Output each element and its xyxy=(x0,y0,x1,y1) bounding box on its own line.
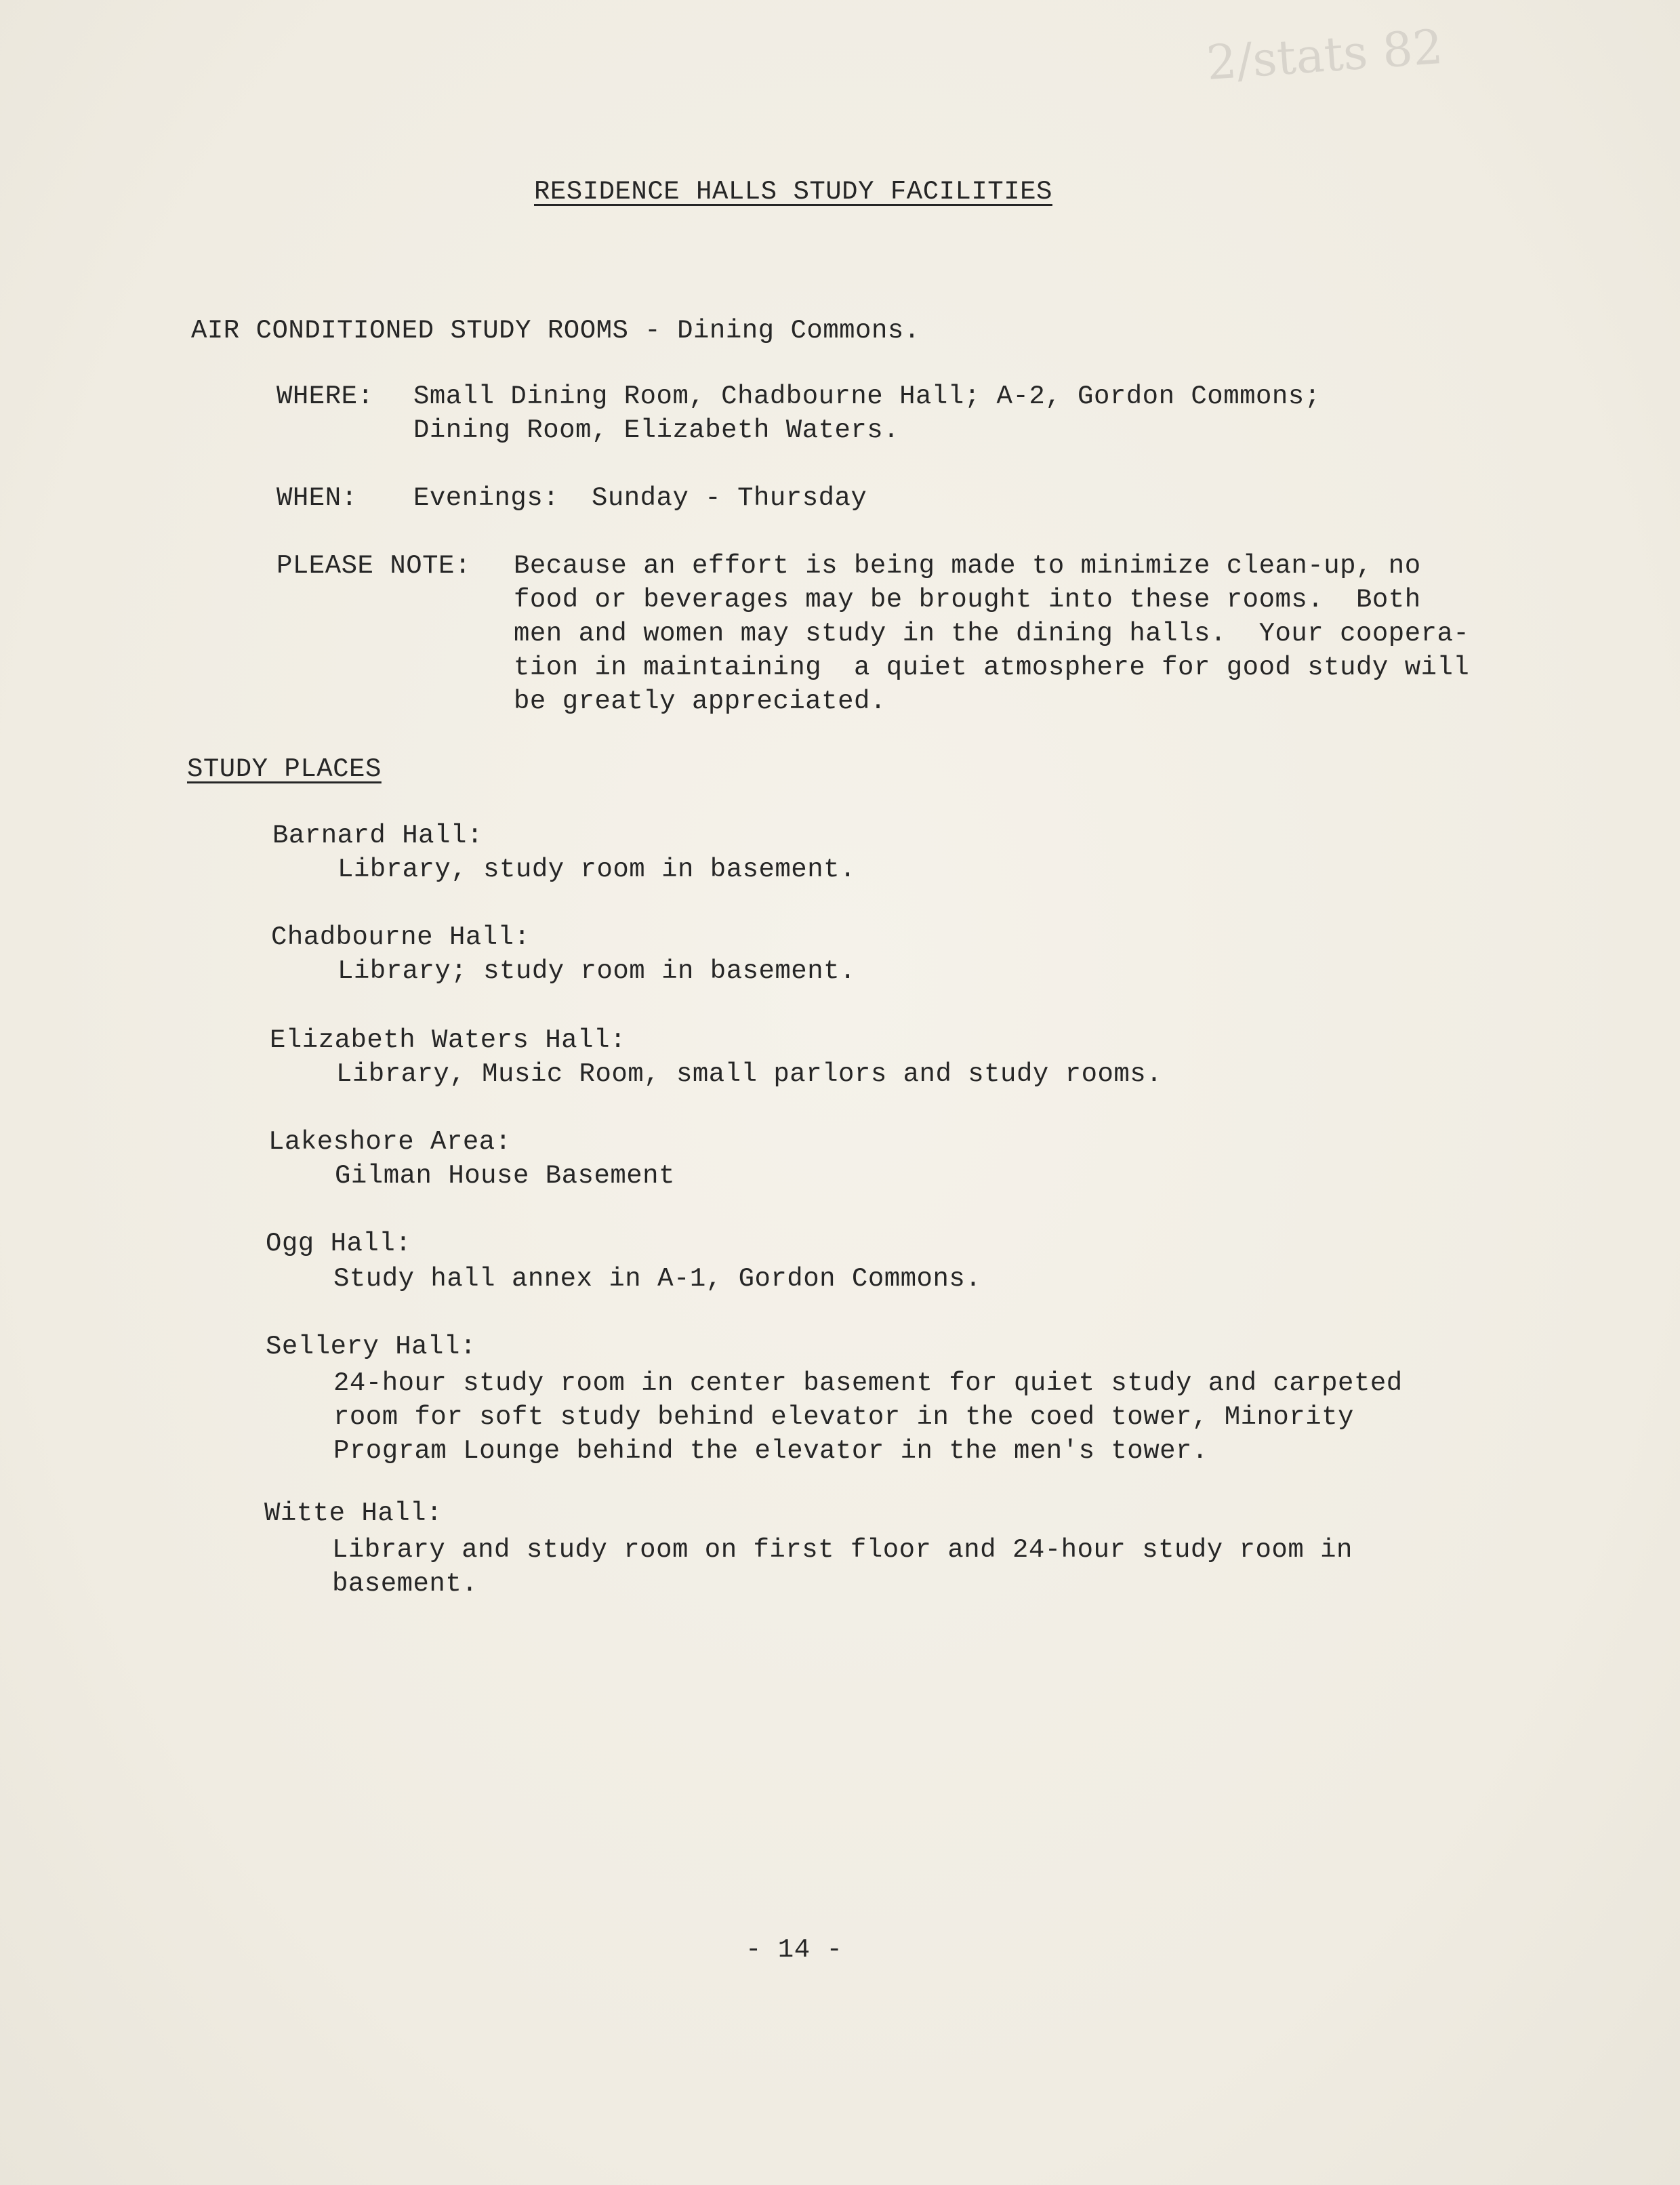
place-name: Ogg Hall: xyxy=(266,1229,412,1259)
study-places-heading: STUDY PLACES xyxy=(187,754,382,784)
place-description: Study hall annex in A-1, Gordon Commons. xyxy=(333,1264,982,1294)
place-name: Sellery Hall: xyxy=(266,1332,476,1362)
place-description-line: Program Lounge behind the elevator in the men's tower. xyxy=(333,1436,1208,1466)
note-line: be greatly appreciated. xyxy=(514,687,886,716)
place-description-line: Library and study room on first floor and 24-hour study room in xyxy=(332,1535,1353,1565)
place-name: Elizabeth Waters Hall: xyxy=(270,1025,626,1055)
place-name: Witte Hall: xyxy=(264,1498,443,1528)
note-line: tion in maintaining a quiet atmosphere for good study will xyxy=(514,653,1470,682)
place-description xyxy=(333,1366,1403,1468)
where-line: Small Dining Room, Chadbourne Hall; A-2, Gordon Commons; xyxy=(413,382,1321,411)
note-line: food or beverages may be brought into these rooms. Both xyxy=(514,585,1421,615)
when-label: WHEN: xyxy=(276,483,358,513)
pencil-annotation: 2/stats 82 xyxy=(1204,18,1445,91)
place-name: Barnard Hall: xyxy=(272,821,483,851)
where-label: WHERE: xyxy=(276,382,374,411)
page-title: RESIDENCE HALLS STUDY FACILITIES xyxy=(534,177,1052,207)
ac-section-heading: AIR CONDITIONED STUDY ROOMS - Dining Commons. xyxy=(191,316,920,346)
place-name: Chadbourne Hall: xyxy=(271,922,531,952)
note-text xyxy=(514,549,1469,718)
page-number: - 14 - xyxy=(745,1935,843,1965)
place-description xyxy=(332,1533,1353,1601)
place-name: Lakeshore Area: xyxy=(268,1127,512,1157)
note-line: Because an effort is being made to minimize clean-up, no xyxy=(514,551,1421,581)
when-value: Evenings: Sunday - Thursday xyxy=(413,483,867,513)
note-label: PLEASE NOTE: xyxy=(276,551,471,581)
place-description: Library, study room in basement. xyxy=(337,855,856,884)
place-description: Library; study room in basement. xyxy=(337,956,856,986)
where-line: Dining Room, Elizabeth Waters. xyxy=(413,415,900,445)
place-description-line: 24-hour study room in center basement for quiet study and carpeted xyxy=(333,1368,1403,1398)
place-description: Gilman House Basement xyxy=(335,1161,675,1191)
note-line: men and women may study in the dining halls. Your coopera- xyxy=(514,619,1470,649)
place-description-line: basement. xyxy=(332,1569,478,1599)
place-description-line: room for soft study behind elevator in the coed tower, Minority xyxy=(333,1402,1354,1432)
where-value xyxy=(413,380,1321,447)
place-description: Library, Music Room, small parlors and study rooms. xyxy=(336,1059,1163,1089)
